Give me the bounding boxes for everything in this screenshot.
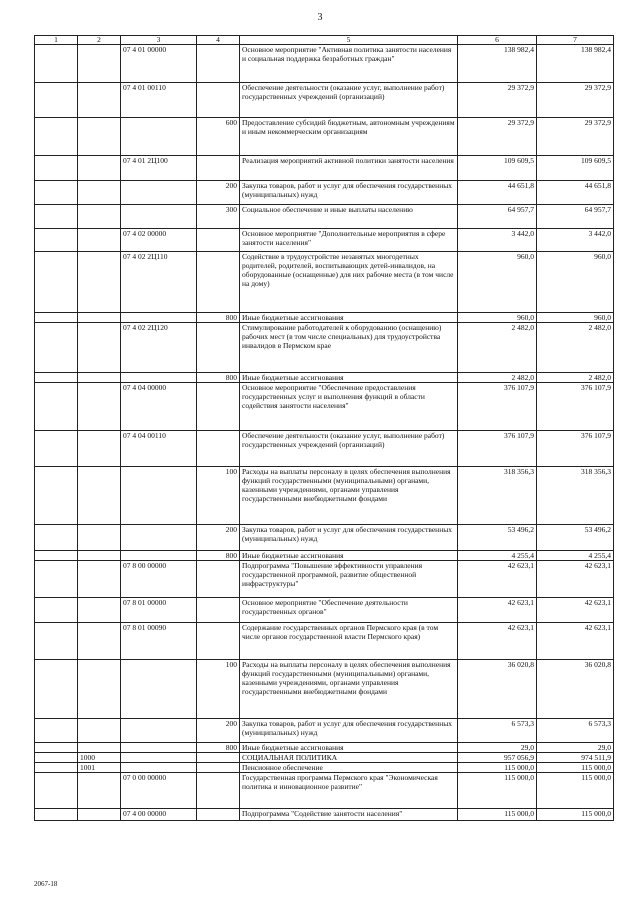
table-row bbox=[35, 763, 614, 773]
table-row bbox=[35, 598, 614, 623]
cell-amount-year1: 960,0 bbox=[458, 313, 537, 323]
cell-expense-type: 100 bbox=[197, 660, 240, 719]
table-row bbox=[35, 467, 614, 525]
cell-target-article bbox=[121, 743, 197, 753]
cell-amount-year2: 53 496,2 bbox=[537, 525, 614, 551]
cell-section bbox=[35, 743, 78, 753]
cell-amount-year1: 109 609,5 bbox=[458, 156, 537, 181]
cell-subsection bbox=[78, 551, 121, 561]
cell-section bbox=[35, 763, 78, 773]
table-row bbox=[35, 809, 614, 821]
cell-target-article bbox=[121, 551, 197, 561]
cell-amount-year2: 960,0 bbox=[537, 252, 614, 313]
cell-target-article bbox=[121, 719, 197, 743]
cell-target-article bbox=[121, 118, 197, 156]
cell-subsection bbox=[78, 229, 121, 252]
cell-amount-year2: 115 000,0 bbox=[537, 773, 614, 809]
table-row bbox=[35, 660, 614, 719]
table-body bbox=[35, 45, 614, 821]
cell-section bbox=[35, 156, 78, 181]
cell-subsection: 1001 bbox=[78, 763, 121, 773]
cell-subsection bbox=[78, 45, 121, 83]
cell-subsection bbox=[78, 623, 121, 660]
cell-target-article: 07 8 01 00090 bbox=[121, 623, 197, 660]
table-row bbox=[35, 205, 614, 229]
cell-amount-year1: 4 255,4 bbox=[458, 551, 537, 561]
cell-expense-type: 600 bbox=[197, 118, 240, 156]
cell-amount-year1: 29 372,9 bbox=[458, 118, 537, 156]
cell-target-article bbox=[121, 181, 197, 205]
table-row bbox=[35, 525, 614, 551]
cell-name: Иные бюджетные ассигнования bbox=[240, 743, 458, 753]
cell-name: Расходы на выплаты персоналу в целях обеспечения выполнения функций государственными (муниципальными) органами, казенными учреждениями, органами управления государственными внебюджетными фондами bbox=[240, 467, 458, 525]
cell-amount-year1: 2 482,0 bbox=[458, 323, 537, 373]
cell-expense-type bbox=[197, 753, 240, 763]
cell-expense-type: 200 bbox=[197, 181, 240, 205]
cell-amount-year1: 115 000,0 bbox=[458, 763, 537, 773]
cell-subsection bbox=[78, 373, 121, 383]
cell-amount-year2: 109 609,5 bbox=[537, 156, 614, 181]
cell-section bbox=[35, 431, 78, 467]
cell-name: Содержание государственных органов Пермского края (в том числе органов государственной власти Пермского края) bbox=[240, 623, 458, 660]
cell-target-article: 07 4 01 00110 bbox=[121, 83, 197, 118]
cell-amount-year2: 376 107,9 bbox=[537, 431, 614, 467]
cell-target-article bbox=[121, 467, 197, 525]
cell-expense-type: 200 bbox=[197, 525, 240, 551]
cell-amount-year2: 29 372,9 bbox=[537, 83, 614, 118]
cell-expense-type bbox=[197, 229, 240, 252]
cell-name: Основное мероприятие "Обеспечение деятельности государственных органов" bbox=[240, 598, 458, 623]
cell-amount-year1: 376 107,9 bbox=[458, 383, 537, 431]
document-code: 2067-18 bbox=[34, 880, 58, 888]
cell-subsection bbox=[78, 156, 121, 181]
cell-name: Реализация мероприятий активной политики занятости населения bbox=[240, 156, 458, 181]
cell-target-article: 07 8 01 00000 bbox=[121, 598, 197, 623]
cell-section bbox=[35, 83, 78, 118]
cell-subsection bbox=[78, 83, 121, 118]
cell-section bbox=[35, 205, 78, 229]
cell-name: Социальное обеспечение и иные выплаты населению bbox=[240, 205, 458, 229]
cell-name: Основное мероприятие "Активная политика занятости населения и социальная поддержка безработных граждан" bbox=[240, 45, 458, 83]
column-header: 1 bbox=[35, 36, 78, 45]
cell-target-article: 07 4 02 2Ц110 bbox=[121, 252, 197, 313]
column-header: 6 bbox=[458, 36, 537, 45]
table-row bbox=[35, 623, 614, 660]
cell-amount-year1: 3 442,0 bbox=[458, 229, 537, 252]
cell-section bbox=[35, 323, 78, 373]
cell-amount-year1: 42 623,1 bbox=[458, 561, 537, 598]
cell-amount-year1: 42 623,1 bbox=[458, 623, 537, 660]
cell-name: Пенсионное обеспечение bbox=[240, 763, 458, 773]
cell-subsection bbox=[78, 383, 121, 431]
cell-section bbox=[35, 623, 78, 660]
cell-subsection: 1000 bbox=[78, 753, 121, 763]
cell-amount-year2: 29,0 bbox=[537, 743, 614, 753]
cell-amount-year2: 960,0 bbox=[537, 313, 614, 323]
cell-amount-year1: 29 372,9 bbox=[458, 83, 537, 118]
cell-expense-type bbox=[197, 383, 240, 431]
cell-name: Стимулирование работодателей к оборудованию (оснащению) рабочих мест (в том числе специальных) для трудоустройства инвалидов в Пермском крае bbox=[240, 323, 458, 373]
cell-expense-type bbox=[197, 83, 240, 118]
cell-section bbox=[35, 383, 78, 431]
cell-expense-type bbox=[197, 252, 240, 313]
cell-amount-year2: 138 982,4 bbox=[537, 45, 614, 83]
table-row bbox=[35, 156, 614, 181]
cell-target-article bbox=[121, 313, 197, 323]
cell-amount-year2: 3 442,0 bbox=[537, 229, 614, 252]
cell-amount-year1: 6 573,3 bbox=[458, 719, 537, 743]
cell-target-article: 07 4 04 00110 bbox=[121, 431, 197, 467]
cell-expense-type: 800 bbox=[197, 743, 240, 753]
cell-amount-year1: 44 651,8 bbox=[458, 181, 537, 205]
cell-subsection bbox=[78, 181, 121, 205]
column-header: 3 bbox=[121, 36, 197, 45]
table-row bbox=[35, 431, 614, 467]
table-row bbox=[35, 313, 614, 323]
cell-amount-year1: 2 482,0 bbox=[458, 373, 537, 383]
cell-section bbox=[35, 467, 78, 525]
cell-name: Иные бюджетные ассигнования bbox=[240, 551, 458, 561]
cell-name: Основное мероприятие "Дополнительные мероприятия в сфере занятости населения" bbox=[240, 229, 458, 252]
cell-amount-year1: 53 496,2 bbox=[458, 525, 537, 551]
cell-expense-type bbox=[197, 598, 240, 623]
cell-expense-type bbox=[197, 623, 240, 660]
cell-subsection bbox=[78, 743, 121, 753]
table-header-row bbox=[35, 36, 614, 45]
cell-name: Расходы на выплаты персоналу в целях обеспечения выполнения функций государственными (муниципальными) органами, казенными учреждениями, органами управления государственными внебюджетными фондами bbox=[240, 660, 458, 719]
cell-target-article bbox=[121, 525, 197, 551]
cell-subsection bbox=[78, 252, 121, 313]
cell-name: Основное мероприятие "Обеспечение предоставления государственных услуг и выполнения функций в области содействия занятости населения" bbox=[240, 383, 458, 431]
cell-amount-year1: 138 982,4 bbox=[458, 45, 537, 83]
cell-target-article: 07 4 02 00000 bbox=[121, 229, 197, 252]
cell-amount-year2: 4 255,4 bbox=[537, 551, 614, 561]
cell-subsection bbox=[78, 660, 121, 719]
cell-subsection bbox=[78, 118, 121, 156]
column-header: 4 bbox=[197, 36, 240, 45]
cell-target-article: 07 4 00 00000 bbox=[121, 809, 197, 821]
cell-expense-type bbox=[197, 763, 240, 773]
cell-name: СОЦИАЛЬНАЯ ПОЛИТИКА bbox=[240, 753, 458, 763]
cell-expense-type: 100 bbox=[197, 467, 240, 525]
table-row bbox=[35, 373, 614, 383]
cell-amount-year2: 42 623,1 bbox=[537, 561, 614, 598]
table-row bbox=[35, 45, 614, 83]
cell-section bbox=[35, 660, 78, 719]
cell-section bbox=[35, 561, 78, 598]
cell-name: Иные бюджетные ассигнования bbox=[240, 313, 458, 323]
cell-amount-year1: 318 356,3 bbox=[458, 467, 537, 525]
cell-amount-year2: 64 957,7 bbox=[537, 205, 614, 229]
cell-subsection bbox=[78, 773, 121, 809]
column-header: 2 bbox=[78, 36, 121, 45]
cell-target-article bbox=[121, 763, 197, 773]
cell-amount-year2: 6 573,3 bbox=[537, 719, 614, 743]
cell-expense-type bbox=[197, 773, 240, 809]
cell-amount-year1: 36 020,8 bbox=[458, 660, 537, 719]
cell-name: Закупка товаров, работ и услуг для обеспечения государственных (муниципальных) нужд bbox=[240, 719, 458, 743]
cell-section bbox=[35, 809, 78, 821]
table-row bbox=[35, 229, 614, 252]
cell-amount-year1: 115 000,0 bbox=[458, 809, 537, 821]
cell-amount-year2: 115 000,0 bbox=[537, 763, 614, 773]
cell-section bbox=[35, 45, 78, 83]
cell-expense-type bbox=[197, 809, 240, 821]
cell-amount-year1: 957 056,9 bbox=[458, 753, 537, 763]
cell-section bbox=[35, 313, 78, 323]
cell-expense-type: 200 bbox=[197, 719, 240, 743]
cell-target-article: 07 4 04 00000 bbox=[121, 383, 197, 431]
cell-expense-type: 800 bbox=[197, 313, 240, 323]
table-row bbox=[35, 551, 614, 561]
cell-name: Подпрограмма "Содействие занятости населения" bbox=[240, 809, 458, 821]
cell-amount-year1: 64 957,7 bbox=[458, 205, 537, 229]
cell-name: Государственная программа Пермского края "Экономическая политика и инновационное развитие" bbox=[240, 773, 458, 809]
cell-subsection bbox=[78, 525, 121, 551]
cell-amount-year2: 29 372,9 bbox=[537, 118, 614, 156]
cell-amount-year2: 2 482,0 bbox=[537, 373, 614, 383]
cell-amount-year2: 2 482,0 bbox=[537, 323, 614, 373]
cell-section bbox=[35, 525, 78, 551]
cell-subsection bbox=[78, 809, 121, 821]
cell-name: Обеспечение деятельности (оказание услуг, выполнение работ) государственных учреждений (организаций) bbox=[240, 83, 458, 118]
cell-name: Закупка товаров, работ и услуг для обеспечения государственных (муниципальных) нужд bbox=[240, 525, 458, 551]
column-header: 7 bbox=[537, 36, 614, 45]
cell-amount-year1: 42 623,1 bbox=[458, 598, 537, 623]
cell-subsection bbox=[78, 598, 121, 623]
cell-name: Закупка товаров, работ и услуг для обеспечения государственных (муниципальных) нужд bbox=[240, 181, 458, 205]
table-row bbox=[35, 743, 614, 753]
table-row bbox=[35, 753, 614, 763]
cell-target-article bbox=[121, 373, 197, 383]
cell-expense-type bbox=[197, 156, 240, 181]
table-row bbox=[35, 561, 614, 598]
cell-expense-type bbox=[197, 323, 240, 373]
cell-target-article: 07 0 00 00000 bbox=[121, 773, 197, 809]
cell-section bbox=[35, 719, 78, 743]
cell-name: Предоставление субсидий бюджетным, автономным учреждениям и иным некоммерческим организациям bbox=[240, 118, 458, 156]
cell-subsection bbox=[78, 313, 121, 323]
cell-expense-type bbox=[197, 561, 240, 598]
cell-subsection bbox=[78, 323, 121, 373]
cell-target-article: 07 8 00 00000 bbox=[121, 561, 197, 598]
table-row bbox=[35, 252, 614, 313]
cell-amount-year1: 376 107,9 bbox=[458, 431, 537, 467]
table-row bbox=[35, 383, 614, 431]
cell-section bbox=[35, 551, 78, 561]
cell-target-article: 07 4 01 00000 bbox=[121, 45, 197, 83]
cell-amount-year2: 974 511,9 bbox=[537, 753, 614, 763]
cell-amount-year2: 318 356,3 bbox=[537, 467, 614, 525]
table-row bbox=[35, 719, 614, 743]
cell-target-article bbox=[121, 205, 197, 229]
page-number: 3 bbox=[317, 12, 323, 23]
cell-target-article: 07 4 02 2Ц120 bbox=[121, 323, 197, 373]
cell-section bbox=[35, 252, 78, 313]
table-row bbox=[35, 323, 614, 373]
cell-name: Обеспечение деятельности (оказание услуг, выполнение работ) государственных учреждений (организаций) bbox=[240, 431, 458, 467]
table-row bbox=[35, 83, 614, 118]
cell-section bbox=[35, 373, 78, 383]
cell-expense-type: 300 bbox=[197, 205, 240, 229]
cell-section bbox=[35, 229, 78, 252]
cell-expense-type bbox=[197, 45, 240, 83]
cell-section bbox=[35, 598, 78, 623]
table-row bbox=[35, 181, 614, 205]
cell-name: Иные бюджетные ассигнования bbox=[240, 373, 458, 383]
table-row bbox=[35, 118, 614, 156]
cell-section bbox=[35, 773, 78, 809]
cell-expense-type: 800 bbox=[197, 551, 240, 561]
cell-section bbox=[35, 753, 78, 763]
cell-amount-year2: 42 623,1 bbox=[537, 598, 614, 623]
cell-name: Содействие в трудоустройстве незанятых многодетных родителей, родителей, воспитывающих детей-инвалидов, на оборудованные (оснащенные) для них рабочие места (в том числе на дому) bbox=[240, 252, 458, 313]
cell-amount-year1: 960,0 bbox=[458, 252, 537, 313]
cell-amount-year2: 376 107,9 bbox=[537, 383, 614, 431]
cell-target-article bbox=[121, 753, 197, 763]
cell-target-article bbox=[121, 660, 197, 719]
cell-amount-year2: 42 623,1 bbox=[537, 623, 614, 660]
cell-expense-type: 800 bbox=[197, 373, 240, 383]
cell-target-article: 07 4 01 2Ц100 bbox=[121, 156, 197, 181]
cell-section bbox=[35, 181, 78, 205]
cell-section bbox=[35, 118, 78, 156]
cell-subsection bbox=[78, 719, 121, 743]
cell-subsection bbox=[78, 561, 121, 598]
cell-amount-year2: 36 020,8 bbox=[537, 660, 614, 719]
cell-subsection bbox=[78, 205, 121, 229]
cell-subsection bbox=[78, 431, 121, 467]
cell-amount-year1: 29,0 bbox=[458, 743, 537, 753]
cell-name: Подпрограмма "Повышение эффективности управления государственной программой, развитие общественной инфраструктуры" bbox=[240, 561, 458, 598]
cell-expense-type bbox=[197, 431, 240, 467]
budget-table bbox=[34, 35, 614, 821]
column-header: 5 bbox=[240, 36, 458, 45]
table-row bbox=[35, 773, 614, 809]
cell-amount-year1: 115 000,0 bbox=[458, 773, 537, 809]
cell-subsection bbox=[78, 467, 121, 525]
cell-amount-year2: 115 000,0 bbox=[537, 809, 614, 821]
cell-amount-year2: 44 651,8 bbox=[537, 181, 614, 205]
